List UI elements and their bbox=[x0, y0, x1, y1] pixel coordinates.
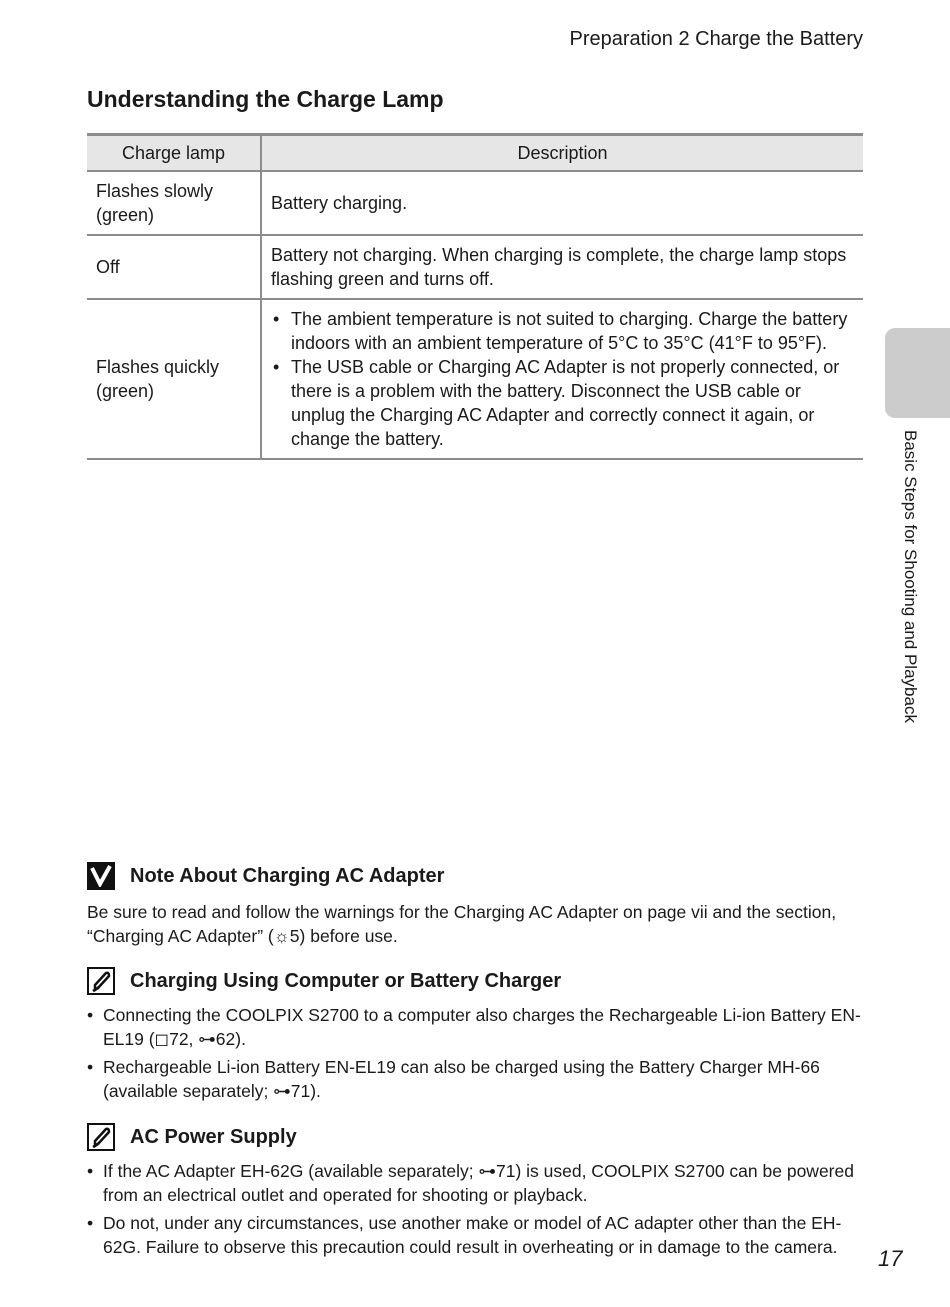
note-computer-battery-charger bbox=[87, 965, 867, 1107]
note-title: Note About Charging AC Adapter bbox=[130, 864, 445, 887]
note-body: Be sure to read and follow the warnings for the Charging AC Adapter on page vii and the section, “Charging AC Adapter” (☼5) before use. bbox=[87, 902, 837, 946]
lamp-cell: Flashes quickly (green) bbox=[87, 299, 261, 459]
note-bullet-list bbox=[87, 1159, 867, 1259]
chapter-tab-label: Basic Steps for Shooting and Playback bbox=[901, 430, 920, 723]
column-header-description: Description bbox=[261, 135, 863, 172]
table-row bbox=[87, 235, 863, 299]
list-item: • If the AC Adapter EH-62G (available separately; ⊶71) is used, COOLPIX S2700 can be powered from an electrical outlet and operated for shooting or playback. bbox=[87, 1159, 867, 1207]
table-header-row bbox=[87, 135, 863, 172]
list-item: • The USB cable or Charging AC Adapter is not properly connected, or there is a problem with the battery. Disconnect the USB cable or unplug the Charging AC Adapter and correctly connect it again, or change the battery. bbox=[271, 355, 854, 451]
note-bullet-list bbox=[87, 1003, 867, 1103]
note-heading bbox=[87, 965, 867, 997]
running-head: Preparation 2 Charge the Battery bbox=[569, 28, 863, 50]
pencil-note-icon bbox=[87, 967, 115, 995]
description-cell: Battery not charging. When charging is complete, the charge lamp stops flashing green and turns off. bbox=[261, 235, 863, 299]
column-header-charge-lamp: Charge lamp bbox=[87, 135, 261, 172]
note-title: Charging Using Computer or Battery Charger bbox=[130, 969, 562, 992]
note-heading bbox=[87, 1121, 867, 1153]
list-item: • The ambient temperature is not suited to charging. Charge the battery indoors with an ambient temperature of 5°C to 35°C (41°F to 95°F). bbox=[271, 307, 854, 355]
table-row bbox=[87, 299, 863, 459]
description-bullet-list bbox=[271, 307, 854, 451]
pencil-note-icon bbox=[87, 1123, 115, 1151]
description-cell bbox=[261, 299, 863, 459]
chapter-tab bbox=[885, 328, 950, 418]
table-row bbox=[87, 171, 863, 235]
list-item: • Rechargeable Li-ion Battery EN-EL19 can also be charged using the Battery Charger MH-66 (available separately; ⊶71). bbox=[87, 1055, 867, 1103]
charge-lamp-table bbox=[87, 133, 863, 460]
note-ac-power-supply bbox=[87, 1121, 867, 1263]
description-cell: Battery charging. bbox=[261, 171, 863, 235]
lamp-cell: Off bbox=[87, 235, 261, 299]
note-heading bbox=[87, 860, 867, 892]
list-item: • Connecting the COOLPIX S2700 to a computer also charges the Rechargeable Li-ion Battery EN-EL19 (◻72, ⊶62). bbox=[87, 1003, 867, 1051]
lamp-cell: Flashes slowly (green) bbox=[87, 171, 261, 235]
list-item: • Do not, under any circumstances, use another make or model of AC adapter other than the EH-62G. Failure to observe this precaution could result in overheating or in damage to the camera. bbox=[87, 1211, 867, 1259]
section-title: Understanding the Charge Lamp bbox=[87, 86, 444, 112]
caution-check-icon bbox=[87, 862, 115, 890]
note-title: AC Power Supply bbox=[130, 1125, 297, 1148]
page-number: 17 bbox=[878, 1246, 903, 1271]
note-charging-ac-adapter bbox=[87, 860, 867, 948]
